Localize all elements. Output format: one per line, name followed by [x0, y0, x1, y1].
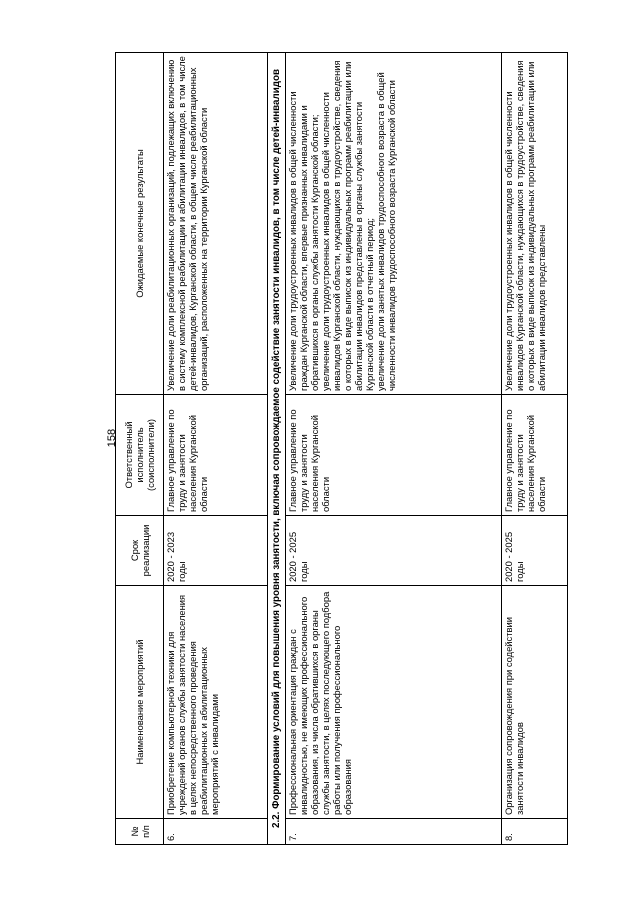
row-responsible: Главное управление по труду и занятости населения Курганской области: [164, 395, 268, 516]
header-name: Наименование мероприятий: [116, 586, 164, 819]
row-num: 7.: [286, 819, 502, 845]
header-num: № п/п: [116, 819, 164, 845]
row-result: Увеличение доли трудоустроенных инвалидов в общей численности инвалидов Курганской области, нуждающихся в трудоустройстве, сведения о которых в виде выписок из индивидуальных программ реабилитации или абилитации инвалидов представлены: [502, 53, 568, 395]
header-responsible: Ответственный исполнитель (соисполнители): [116, 395, 164, 516]
row-name: Профессиональная ориентация граждан с инвалидностью, не имеющих профессионального образования, из числа обратившихся в органы службы занятости, в целях последующего подбора работы или получения профессионального образования: [286, 586, 502, 819]
row-name: Организация сопровождения при содействии занятости инвалидов: [502, 586, 568, 819]
row-result: Увеличение доли реабилитационных организаций, подлежащих включению в систему комплексной реабилитации и абилитации инвалидов, в том числе детей-инвалидов, Курганской области, в общем числе реабилитационных организаций, расположенных на территории Курганской области: [164, 53, 268, 395]
section-title: 2.2. Формирование условий для повышения уровня занятости, включая сопровождаемое содействие занятости инвалидов, в том числе детей-инвалидов: [268, 53, 286, 845]
table-row: [164, 53, 268, 845]
row-name: Приобретение компьютерной техники для учреждений органов службы занятости населения в целях непосредственного проведения реабилитационных и абилитационных мероприятий с инвалидами: [164, 586, 268, 819]
row-num: 8.: [502, 819, 568, 845]
table-row: [286, 53, 502, 845]
row-result: Увеличение доли трудоустроенных инвалидов в общей численности граждан Курганской области, впервые признанных инвалидами и обратившихся в органы службы занятости Курганской области; увеличение доли трудоустроенных инвалидов в общей численности инвалидов Курганской области, нуждающихся в трудоустройстве, сведения о которых в виде выписок из индивидуальных программ реабилитации или абилитации инвалидов представлены в органы службы занятости Курганской области в отчетный период; увеличение доли занятых инвалидов трудоспособного возраста в общей численности инвалидов трудоспособного возраста Курганской области: [286, 53, 502, 395]
header-row: [116, 53, 164, 845]
row-term: 2020 - 2025 годы: [502, 516, 568, 586]
row-responsible: Главное управление по труду и занятости населения Курганской области: [502, 395, 568, 516]
table-row: [502, 53, 568, 845]
measures-table: [115, 52, 568, 845]
header-term: Срок реализации: [116, 516, 164, 586]
row-term: 2020 - 2025 годы: [286, 516, 502, 586]
header-result: Ожидаемые конечные результаты: [116, 53, 164, 395]
row-num: 6.: [164, 819, 268, 845]
page-number: 158: [106, 428, 118, 448]
section-row: [268, 53, 286, 845]
rotated-page-content: [115, 53, 555, 845]
row-responsible: Главное управление по труду и занятости населения Курганской области: [286, 395, 502, 516]
row-term: 2020 - 2023 годы: [164, 516, 268, 586]
